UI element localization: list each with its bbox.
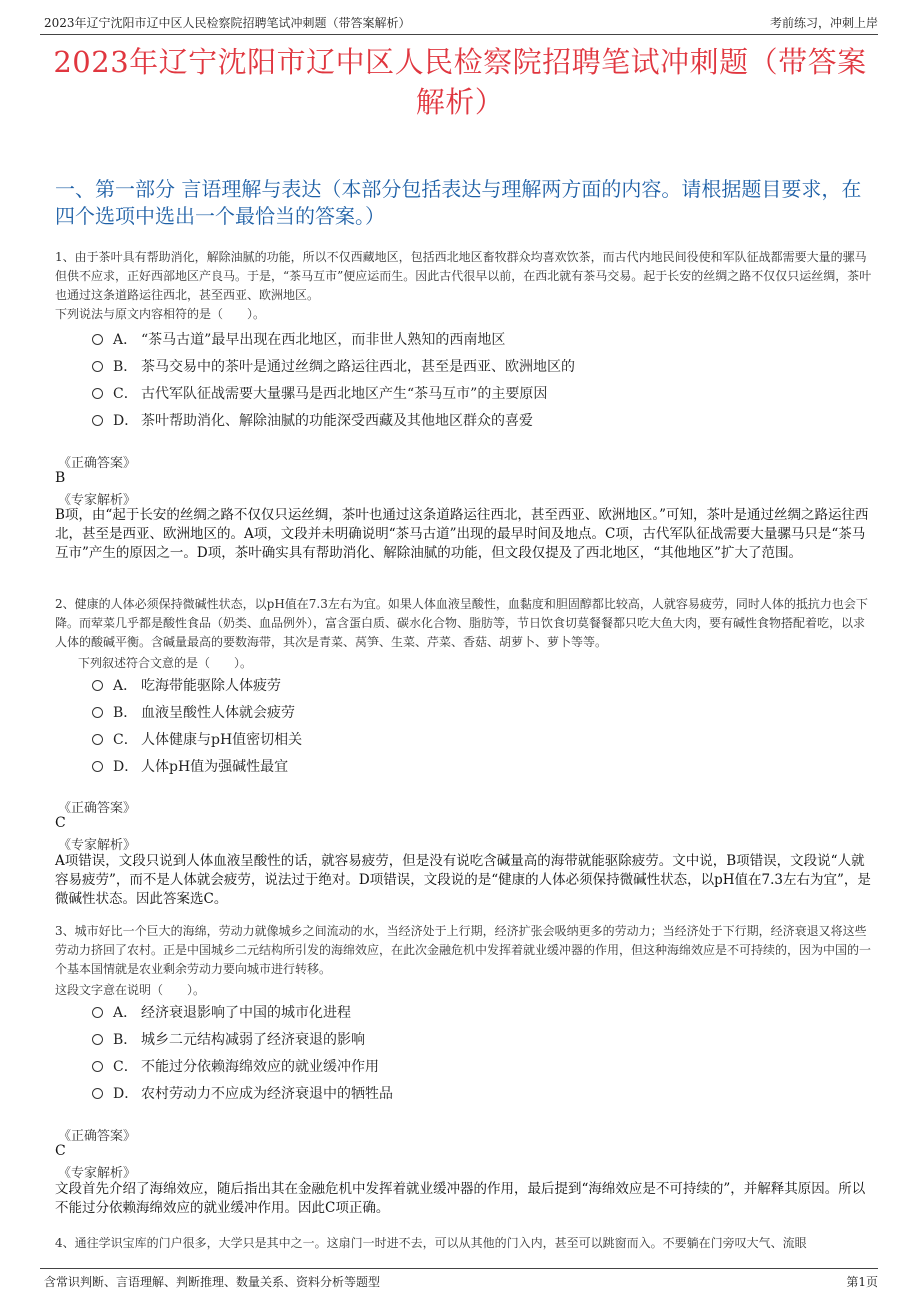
page-footer	[40, 1268, 878, 1291]
radio-icon[interactable]	[92, 1061, 103, 1072]
option-text: 吃海带能驱除人体疲劳	[141, 678, 281, 694]
option-letter: D．	[113, 413, 139, 429]
question-2-prompt: 下列叙述符合文意的是（ ）。	[78, 656, 253, 670]
radio-icon[interactable]	[92, 707, 103, 718]
option-letter: C．	[113, 1059, 138, 1075]
option-letter: B．	[113, 705, 138, 721]
question-1-text: 1、由于茶叶具有帮助消化，解除油腻的功能，所以不仅西藏地区，包括西北地区畜牧群众均喜欢饮茶，而古代内地民间役使和军队征战都需要大量的骡马但供不应求，正好西部地区产良马。于是，“茶马互市”便应运而生。因此古代很早以前，在西北就有茶马交易。起于长安的丝绸之路不仅仅只运丝绸，茶叶也通过这条道路运往西北，甚至西亚、欧洲地区。	[55, 250, 872, 302]
option-letter: C．	[113, 732, 138, 748]
header-slogan: 考前练习，冲刺上岸	[769, 16, 878, 30]
option-letter: A．	[113, 678, 138, 694]
radio-icon[interactable]	[92, 734, 103, 745]
option-letter: B．	[113, 1032, 138, 1048]
footer-note: 含常识判断、言语理解、判断推理、数量关系、资料分析等题型	[44, 1275, 381, 1289]
radio-icon[interactable]	[92, 415, 103, 426]
question-2-analysis: A项错误，文段只说到人体血液呈酸性的话，就容易疲劳，但是没有说吃含碱量高的海带就能驱除疲劳。文中说，B项错误，文段说“人就容易疲劳”，而不是人体就会疲劳，说法过于绝对。D项错误，文段说的是“健康的人体必须保持微碱性状态，以pH值在7.3左右为宜”，是微碱性状态。因此答案选C。	[55, 853, 871, 907]
question-2-answer: C	[55, 815, 66, 831]
option-letter: C．	[113, 386, 138, 402]
option-text: 古代军队征战需要大量骡马是西北地区产生“茶马互市”的主要原因	[141, 386, 548, 402]
option-text: 人体健康与pH值密切相关	[141, 732, 303, 748]
question-3-answer: C	[55, 1143, 66, 1159]
option-text: 经济衰退影响了中国的城市化进程	[141, 1005, 351, 1021]
analysis-label: 《专家解析》	[58, 493, 137, 508]
question-1-option-c[interactable]	[92, 382, 547, 404]
radio-icon[interactable]	[92, 388, 103, 399]
radio-icon[interactable]	[92, 761, 103, 772]
option-letter: A．	[113, 1005, 138, 1021]
correct-answer-label: 《正确答案》	[58, 1129, 137, 1144]
option-letter: B．	[113, 359, 138, 375]
question-1-option-d[interactable]	[92, 409, 533, 431]
question-1-answer: B	[55, 470, 66, 486]
header-doc-title: 2023年辽宁沈阳市辽中区人民检察院招聘笔试冲刺题（带答案解析）	[44, 16, 411, 30]
question-3-option-a[interactable]	[92, 1001, 351, 1023]
option-text: 血液呈酸性人体就会疲劳	[141, 705, 295, 721]
option-text: 农村劳动力不应成为经济衰退中的牺牲品	[141, 1086, 393, 1102]
radio-icon[interactable]	[92, 334, 103, 345]
question-2-option-d[interactable]	[92, 755, 288, 777]
question-1-option-a[interactable]	[92, 328, 505, 350]
page-number: 第1页	[846, 1275, 878, 1289]
option-text: 茶叶帮助消化、解除油腻的功能深受西藏及其他地区群众的喜爱	[141, 413, 533, 429]
question-1-prompt: 下列说法与原文内容相符的是（ ）。	[55, 307, 266, 321]
question-2-text: 2、健康的人体必须保持微碱性状态，以pH值在7.3左右为宜。如果人体血液呈酸性，血黏度和胆固醇都比较高，人就容易疲劳，同时人体的抵抗力也会下降。而荤菜几乎都是酸性食品（奶类、血品例外），富含蛋白质、碳水化合物、脂肪等，节日饮食切莫餐餐都只吃大鱼大肉，要有碱性食物搭配着吃，以求人体的酸碱平衡。含碱量最高的要数海带，其次是青菜、莴笋、生菜、芹菜、香菇、胡萝卜、萝卜等等。	[55, 597, 868, 649]
option-text: 茶马交易中的茶叶是通过丝绸之路运往西北，甚至是西亚、欧洲地区的	[141, 359, 575, 375]
question-3-option-b[interactable]	[92, 1028, 365, 1050]
question-4-text: 4、通往学识宝库的门户很多，大学只是其中之一。这扇门一时进不去，可以从其他的门入内，甚至可以跳窗而入。不要躺在门旁叹大气、流眼	[55, 1236, 807, 1250]
option-text: 城乡二元结构减弱了经济衰退的影响	[141, 1032, 365, 1048]
question-3-analysis: 文段首先介绍了海绵效应，随后指出其在金融危机中发挥着就业缓冲器的作用，最后提到“海绵效应是不可持续的”，并解释其原因。所以不能过分依赖海绵效应的就业缓冲作用。因此C项正确。	[55, 1181, 866, 1216]
page-title: 2023年辽宁沈阳市辽中区人民检察院招聘笔试冲刺题（带答案解析）	[53, 45, 867, 119]
radio-icon[interactable]	[92, 1088, 103, 1099]
question-2-option-c[interactable]	[92, 728, 302, 750]
question-3-option-d[interactable]	[92, 1082, 393, 1104]
option-text: “茶马古道”最早出现在西北地区，而非世人熟知的西南地区	[141, 332, 506, 348]
question-2-option-a[interactable]	[92, 674, 281, 696]
option-letter: A．	[113, 332, 138, 348]
radio-icon[interactable]	[92, 680, 103, 691]
page-header	[40, 14, 878, 35]
option-text: 人体pH值为强碱性最宜	[141, 759, 289, 775]
question-3-text: 3、城市好比一个巨大的海绵，劳动力就像城乡之间流动的水，当经济处于上行期，经济扩张会吸纳更多的劳动力；当经济处于下行期，经济衰退又将这些劳动力挤回了农村。正是中国城乡二元结构所引发的海绵效应，在此次金融危机中发挥着就业缓冲器的作用，但这种海绵效应是不可持续的，因为中国的一个基本国情就是农业剩余劳动力要向城市进行转移。	[55, 924, 872, 976]
correct-answer-label: 《正确答案》	[58, 801, 137, 816]
radio-icon[interactable]	[92, 1007, 103, 1018]
option-letter: D．	[113, 1086, 139, 1102]
radio-icon[interactable]	[92, 1034, 103, 1045]
question-1-analysis: B项，由“起于长安的丝绸之路不仅仅只运丝绸，茶叶也通过这条道路运往西北，甚至西亚、欧洲地区。”可知，茶叶是通过丝绸之路运往西北，甚至是西亚、欧洲地区的。A项，文段并未明确说明“茶马古道”出现的最早时间及地点。C项，古代军队征战需要大量骡马只是“茶马互市”产生的原因之一。D项，茶叶确实具有帮助消化、解除油腻的功能，但文段仅提及了西北地区，“其他地区”扩大了范围。	[55, 507, 869, 561]
question-1-option-b[interactable]	[92, 355, 575, 377]
section-heading: 一、第一部分 言语理解与表达（本部分包括表达与理解两方面的内容。请根据题目要求，在四个选项中选出一个最恰当的答案。）	[55, 177, 862, 228]
radio-icon[interactable]	[92, 361, 103, 372]
analysis-label: 《专家解析》	[58, 838, 137, 853]
option-letter: D．	[113, 759, 139, 775]
correct-answer-label: 《正确答案》	[58, 456, 137, 471]
analysis-label: 《专家解析》	[58, 1166, 137, 1181]
question-3-option-c[interactable]	[92, 1055, 379, 1077]
question-3-prompt: 这段文字意在说明（ ）。	[55, 983, 206, 997]
option-text: 不能过分依赖海绵效应的就业缓冲作用	[141, 1059, 379, 1075]
question-2-option-b[interactable]	[92, 701, 295, 723]
